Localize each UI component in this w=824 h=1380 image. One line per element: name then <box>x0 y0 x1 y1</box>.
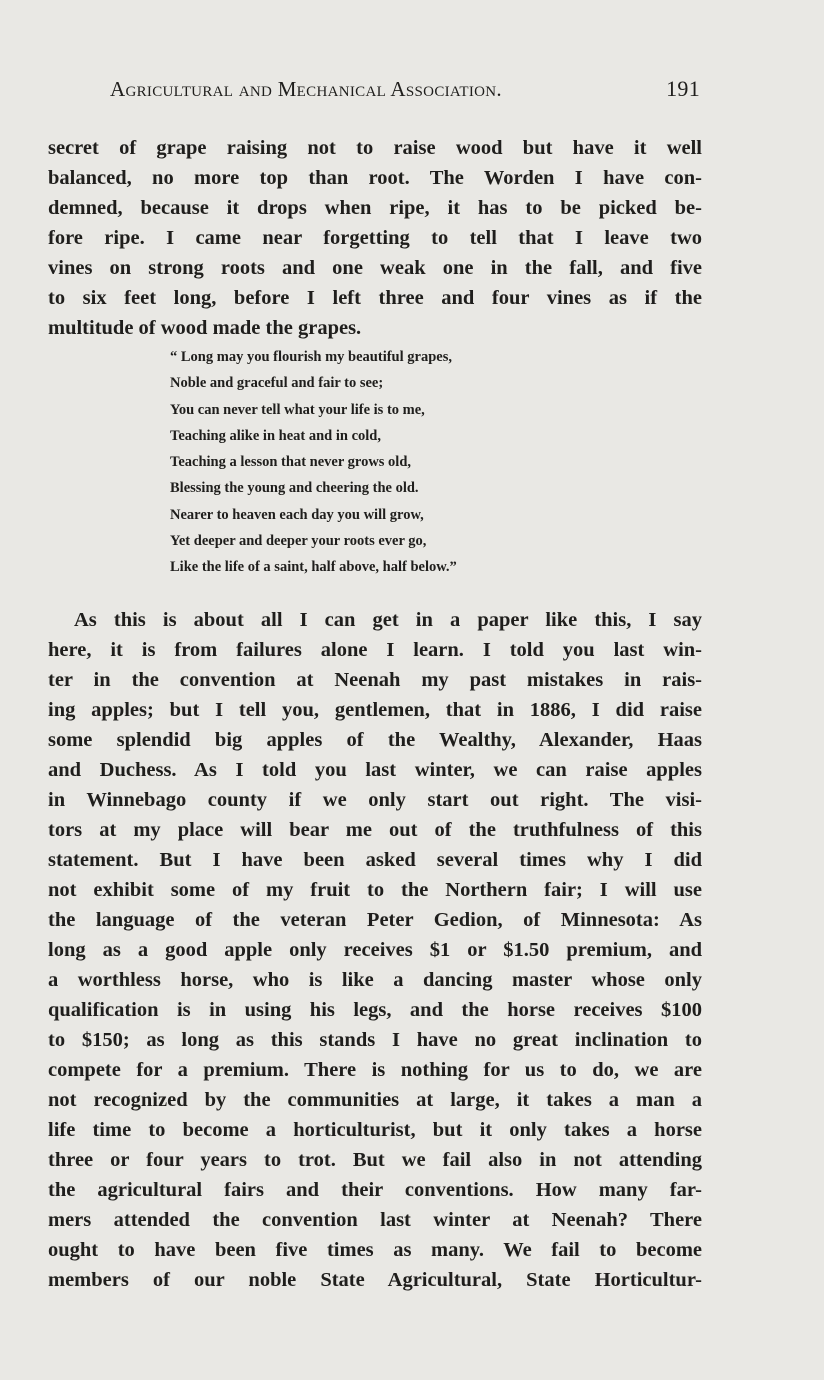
text-line: here, it is from failures alone I learn. I told you last win- <box>48 639 702 661</box>
page-number: 191 <box>666 76 700 101</box>
running-header <box>110 76 700 102</box>
poem-quote <box>170 344 610 581</box>
text-line: long as a good apple only receives $1 or $1.50 premium, and <box>48 939 702 961</box>
paragraph-grapes <box>48 133 702 343</box>
text-line: three or four years to trot. But we fail also in not attending <box>48 1149 702 1171</box>
text-line: ter in the convention at Neenah my past mistakes in rais- <box>48 669 702 691</box>
text-line: secret of grape raising not to raise wood but have it well <box>48 137 702 159</box>
poem-line: Noble and graceful and fair to see; <box>170 375 384 392</box>
text-line: a worthless horse, who is like a dancing master whose only <box>48 969 702 991</box>
text-line: not exhibit some of my fruit to the Northern fair; I will use <box>48 879 702 901</box>
poem-line: Teaching alike in heat and in cold, <box>170 427 381 444</box>
text-line: mers attended the convention last winter at Neenah? There <box>48 1209 702 1231</box>
text-line: balanced, no more top than root. The Worden I have con- <box>48 167 702 189</box>
paragraph-apples <box>48 605 702 1295</box>
text-line: not recognized by the communities at large, it takes a man a <box>48 1089 702 1111</box>
poem-line: Like the life of a saint, half above, half below.” <box>170 559 457 576</box>
text-line: tors at my place will bear me out of the truthfulness of this <box>48 819 702 841</box>
text-line: vines on strong roots and one weak one in the fall, and five <box>48 257 702 279</box>
poem-line: “ Long may you flourish my beautiful grapes, <box>170 349 452 365</box>
text-line: some splendid big apples of the Wealthy, Alexander, Haas <box>48 729 702 751</box>
text-line: As this is about all I can get in a paper like this, I say <box>74 609 702 631</box>
poem-line: Yet deeper and deeper your roots ever go, <box>170 533 427 550</box>
text-line: qualification is in using his legs, and the horse receives $100 <box>48 999 702 1021</box>
text-line: multitude of wood made the grapes. <box>48 317 362 339</box>
text-line: and Duchess. As I told you last winter, we can raise apples <box>48 759 702 781</box>
text-line: ought to have been five times as many. We fail to become <box>48 1239 702 1261</box>
text-line: fore ripe. I came near forgetting to tell that I leave two <box>48 227 702 249</box>
text-line: to $150; as long as this stands I have no great inclination to <box>48 1029 702 1051</box>
text-line: compete for a premium. There is nothing for us to do, we are <box>48 1059 702 1081</box>
poem-line: Teaching a lesson that never grows old, <box>170 454 412 471</box>
poem-line: Nearer to heaven each day you will grow, <box>170 506 424 523</box>
text-line: the agricultural fairs and their conventions. How many far- <box>48 1179 702 1201</box>
text-line: statement. But I have been asked several times why I did <box>48 849 702 871</box>
text-line: the language of the veteran Peter Gedion, of Minnesota: As <box>48 909 702 931</box>
text-line: members of our noble State Agricultural, State Horticultur- <box>48 1269 702 1291</box>
text-line: to six feet long, before I left three and four vines as if the <box>48 287 702 309</box>
poem-line: Blessing the young and cheering the old. <box>170 480 419 497</box>
text-line: life time to become a horticulturist, but it only takes a horse <box>48 1119 702 1141</box>
text-line: ing apples; but I tell you, gentlemen, that in 1886, I did raise <box>48 699 702 721</box>
text-line: in Winnebago county if we only start out right. The visi- <box>48 789 702 811</box>
text-line: demned, because it drops when ripe, it has to be picked be- <box>48 197 702 219</box>
poem-line: You can never tell what your life is to me, <box>170 401 425 418</box>
running-title: Agricultural and Mechanical Association. <box>110 77 502 101</box>
